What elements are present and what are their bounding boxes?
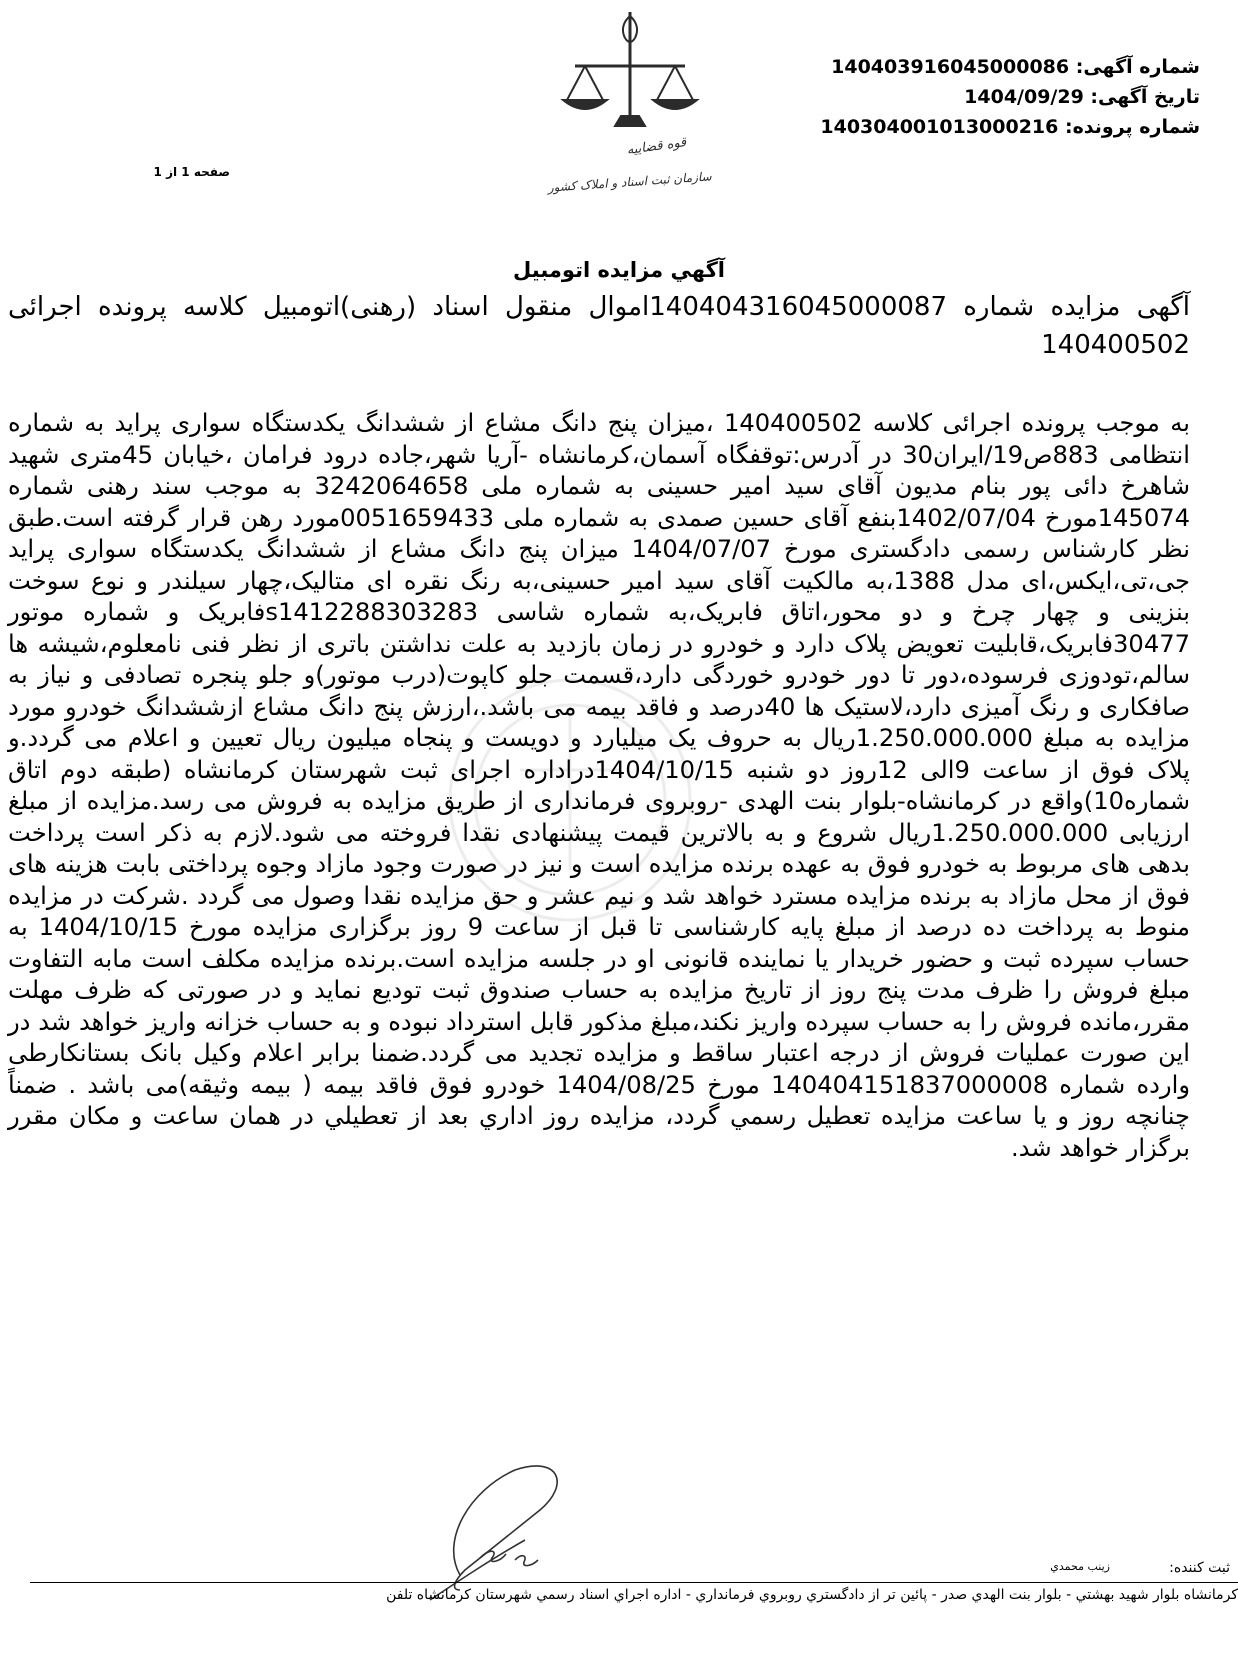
notice-number-row	[740, 52, 1200, 82]
file-number: 140304001013000216	[820, 116, 1059, 138]
notice-date: 1404/09/29	[964, 86, 1084, 108]
notice-date-row	[740, 82, 1200, 112]
footer-address: کرمانشاه بلوار شهيد بهشتي - بلوار بنت الهدي صدر - پائين تر از دادگستري روبروي فرمانداري - اداره اجراي اسناد رسمي شهرستان کرمانشاه تلفن	[386, 1587, 1238, 1603]
document-subtitle: آگهی مزایده شماره 140404316045000087اموال منقول اسناد (رهنی)اتومبیل کلاسه پرونده اجرائی 140400502	[8, 292, 1190, 360]
notice-body: به موجب پرونده اجرائی کلاسه 140400502 ،میزان پنج دانگ مشاع از ششدانگ یکدستگاه سواری پراید به شماره انتظامی 883ص19/ایران30 در آدرس:توقفگاه آسمان،کرمانشاه -آریا شهر،جاده درود فرامان ،خیابان 45متری شهید شاهرخ دائی پور بنام مدیون آقای سید امیر حسینی به شماره ملی 3242064658 به موجب سند رهنی شماره 145074مورخ 1402/07/04بنفع آقای حسین صمدی به شماره ملی 0051659433مورد رهن قرار گرفته است.طبق نظر کارشناس رسمی دادگستری مورخ 1404/07/07 میزان پنج دانگ مشاع از ششدانگ یکدستگاه سواری پراید جی،تی،ایکس،ای مدل 1388،به مالکیت آقای سید امیر حسینی،به رنگ نقره ای متالیک،چهار سیلندر و نوع سوخت بنزینی و چهار چرخ و دو محور،اتاق فابریک،به شماره شاسی s1412288303283فابریک و شماره موتور 30477فابریک،قابلیت تعویض پلاک دارد و خودرو در زمان بازدید به علت نداشتن باتری از نظر فنی نامعلوم،شیشه ها سالم،تودوزی فرسوده،دور تا دور خودرو خوردگی دارد،قسمت جلو کاپوت(درب موتور)و جلو پنجره تصادفی و نیاز به صافکاری و رنگ آمیزی دارد،لاستیک ها 40درصد و فاقد بیمه می باشد.،ارزش پنج دانگ مشاع ازششدانگ خودرو مورد مزایده به مبلغ 1.250.000.000ریال به حروف یک میلیارد و دویست و پنجاه میلیون ریال تعیین و اعلام می گردد.و پلاک فوق از ساعت 9الی 12روز دو شنبه 1404/10/15دراداره اجرای ثبت شهرستان کرمانشاه (طبقه دوم اتاق شماره10)واقع در کرمانشاه-بلوار بنت الهدی -روبروی فرمانداری از طریق مزایده به فروش می رسد.مزایده از مبلغ ارزیابی 1.250.000.000ریال شروع و به بالاترین قیمت پیشنهادی نقدا فروخته می شود.لازم به ذکر است پرداخت بدهی های مربوط به خودرو فوق به عهده برنده مزایده است و نیز در صورت وجود مازاد وجوه پرداختی بابت هزینه های فوق از محل مازاد به برنده مزایده مسترد خواهد شد و نیم عشر و حق مزایده نقدا وصول می گردد .شرکت در مزایده منوط به پرداخت ده درصد از مبلغ پایه کارشناسی تا قبل از ساعت 9 روز برگزاری مزایده مورخ 1404/10/15 به حساب سپرده ثبت و حضور خریدار یا نماینده قانونی او در جلسه مزایده است.برنده مزایده مکلف است مابه التفاوت مبلغ فروش را ظرف مدت پنج روز از تاریخ مزایده به حساب صندوق ثبت تودیع نماید و در صورتی که ظرف مهلت مقرر،مانده فروش را به حساب سپرده واریز نکند،مبلغ مذکور قابل استرداد نبوده و به حساب خزانه واریز خواهد شد در این صورت عملیات فروش از درجه اعتبار ساقط و مزایده تجدید می گردد.ضمنا برابر اعلام وکیل بانک بستانکارطی وارده شماره 140404151837000008 مورخ 1404/08/25 خودرو فوق فاقد بیمه ( بیمه وثیقه)می باشد . ضمناً چنانچه روز و يا ساعت مزايده تعطيل رسمي گردد، مزايده روز اداري بعد از تعطيلي در همان ساعت و مكان مقرر برگزار خواهد شد.	[8, 409, 1191, 1162]
footer-divider	[30, 1582, 1238, 1583]
registrar-label: ثبت کننده:	[1169, 1560, 1230, 1576]
notice-date-label: تاریخ آگهی:	[1090, 86, 1200, 108]
registrar-name: زینب محمدي	[1050, 1560, 1110, 1573]
logo-line2-text: سازمان ثبت اسناد و املاک کشور	[547, 169, 713, 195]
notice-number-label: شماره آگهی:	[1075, 56, 1200, 78]
judiciary-emblem-logo	[545, 8, 715, 208]
notice-header	[740, 52, 1200, 142]
logo-line1-text: قوه قضاییه	[625, 134, 688, 159]
document-title: آگهي مزايده اتومبيل	[513, 258, 725, 282]
file-number-row	[740, 112, 1200, 142]
registrar-row	[900, 1560, 1230, 1582]
notice-number: 140403916045000086	[831, 56, 1070, 78]
page-indicator: صفحه 1 از 1	[153, 165, 230, 179]
file-number-label: شماره پرونده:	[1064, 116, 1200, 138]
